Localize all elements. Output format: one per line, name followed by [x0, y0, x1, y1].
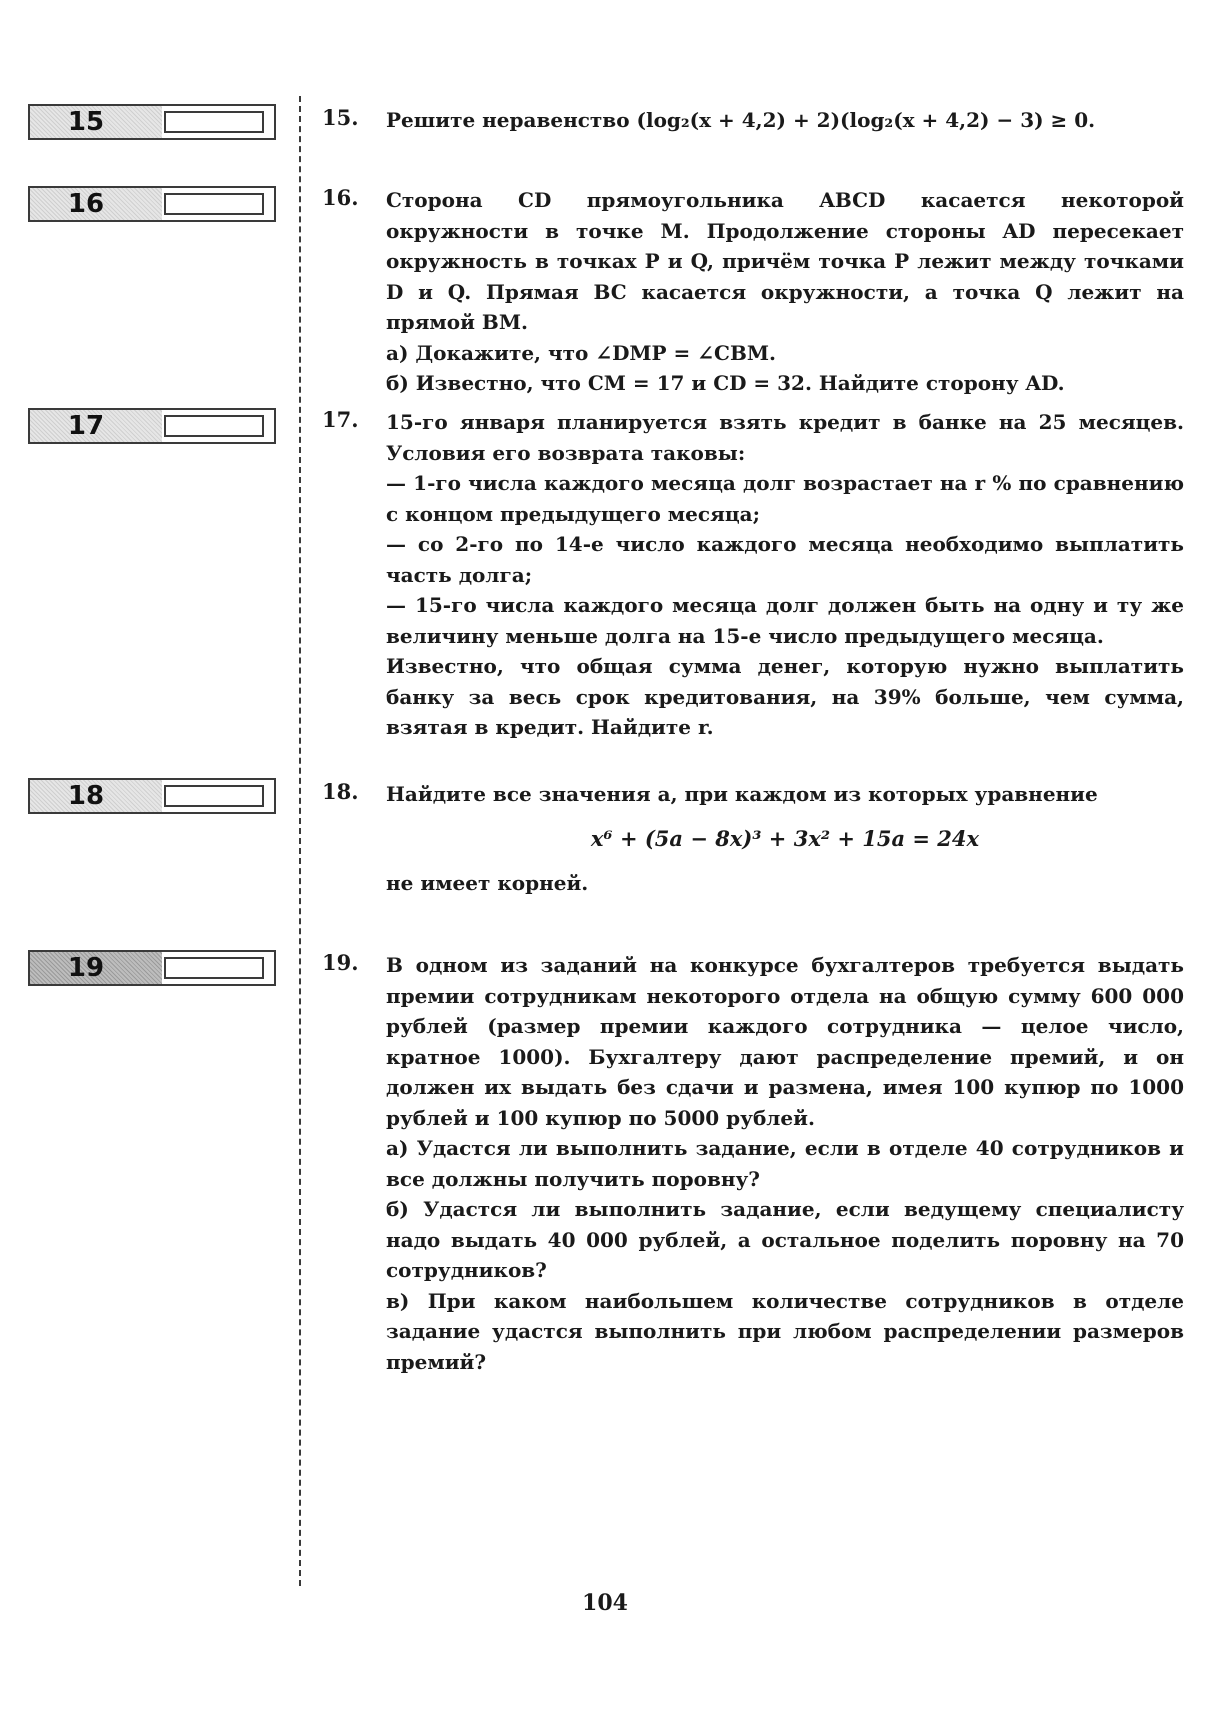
problem-question: не имеет корней. [386, 871, 589, 895]
problem-statement: Сторона CD прямоугольника ABCD касается некоторой окружности в точке M. Продолжение стороны AD пересекает окружность в точках P и Q, причём точка P лежит между точками D и Q. Прямая BC касается окружности, а точка Q лежит на прямой BM. [386, 188, 1184, 334]
problem-number: 19. [322, 950, 359, 975]
problem-16 [322, 185, 1184, 399]
answer-box-number-cell [30, 410, 162, 442]
answer-box-label: 17 [67, 411, 105, 441]
problem-number: 18. [322, 779, 359, 804]
problem-part-b: б) Известно, что CM = 17 и CD = 32. Найдите сторону AD. [386, 371, 1065, 395]
cut-line-divider [299, 96, 301, 1586]
answer-box-label: 15 [67, 107, 105, 137]
answer-box-19 [28, 950, 276, 986]
problem-number: 15. [322, 105, 359, 130]
answer-box-number-cell [30, 952, 162, 984]
problem-question: Известно, что общая сумма денег, которую нужно выплатить банку за весь срок кредитования, на 39% больше, чем сумма, взятая в кредит. Найдите r. [386, 654, 1184, 739]
problem-text: Решите неравенство (log₂(x + 4,2) + 2)(log₂(x + 4,2) − 3) ≥ 0. [386, 108, 1096, 132]
problem-condition-1: — 1-го числа каждого месяца долг возрастает на r % по сравнению с концом предыдущего месяца; [386, 471, 1184, 526]
answer-field-16[interactable] [164, 193, 264, 215]
answer-box-label: 19 [67, 953, 105, 983]
answer-box-18 [28, 778, 276, 814]
answer-box-number-cell [30, 188, 162, 220]
problem-number: 16. [322, 185, 359, 210]
answer-box-number-cell [30, 106, 162, 138]
answer-field-19[interactable] [164, 957, 264, 979]
problem-17 [322, 407, 1184, 743]
answer-box-17 [28, 408, 276, 444]
problem-statement: Найдите все значения a, при каждом из которых уравнение [386, 782, 1098, 806]
answer-box-number-cell [30, 780, 162, 812]
problem-statement: В одном из заданий на конкурсе бухгалтеров требуется выдать премии сотрудникам некоторого отдела на общую сумму 600 000 рублей (размер премии каждого сотрудника — целое число, кратное 1000). Бухгалтеру дают распределение премий, и он должен их выдать без сдачи и размена, имея 100 купюр по 1000 рублей и 100 купюр по 5000 рублей. [386, 953, 1184, 1130]
problem-statement: 15-го января планируется взять кредит в банке на 25 месяцев. Условия его возврата таковы: [386, 410, 1184, 465]
problem-18 [322, 779, 1184, 899]
answer-box-label: 16 [67, 189, 105, 219]
answer-box-16 [28, 186, 276, 222]
answer-box-label: 18 [67, 781, 105, 811]
problem-15 [322, 105, 1184, 136]
problem-part-b: б) Удастся ли выполнить задание, если ведущему специалисту надо выдать 40 000 рублей, а остальное поделить поровну на 70 сотрудников? [386, 1197, 1184, 1282]
answer-field-15[interactable] [164, 111, 264, 133]
page-number: 104 [582, 1590, 628, 1616]
problem-condition-2: — со 2-го по 14-е число каждого месяца необходимо выплатить часть долга; [386, 532, 1184, 587]
answer-box-15 [28, 104, 276, 140]
answer-field-17[interactable] [164, 415, 264, 437]
problem-condition-3: — 15-го числа каждого месяца долг должен быть на одну и ту же величину меньше долга на 15-е число предыдущего месяца. [386, 593, 1184, 648]
problem-part-a: а) Докажите, что ∠DMP = ∠CBM. [386, 340, 776, 365]
problem-part-a: а) Удастся ли выполнить задание, если в отделе 40 сотрудников и все должны получить поровну? [386, 1136, 1184, 1191]
answer-field-18[interactable] [164, 785, 264, 807]
problem-number: 17. [322, 407, 359, 432]
problem-part-c: в) При каком наибольшем количестве сотрудников в отделе задание удастся выполнить при любом распределении размеров премий? [386, 1288, 1184, 1374]
problem-19 [322, 950, 1184, 1377]
equation-formula: x⁶ + (5a − 8x)³ + 3x² + 15a = 24x [590, 825, 980, 851]
